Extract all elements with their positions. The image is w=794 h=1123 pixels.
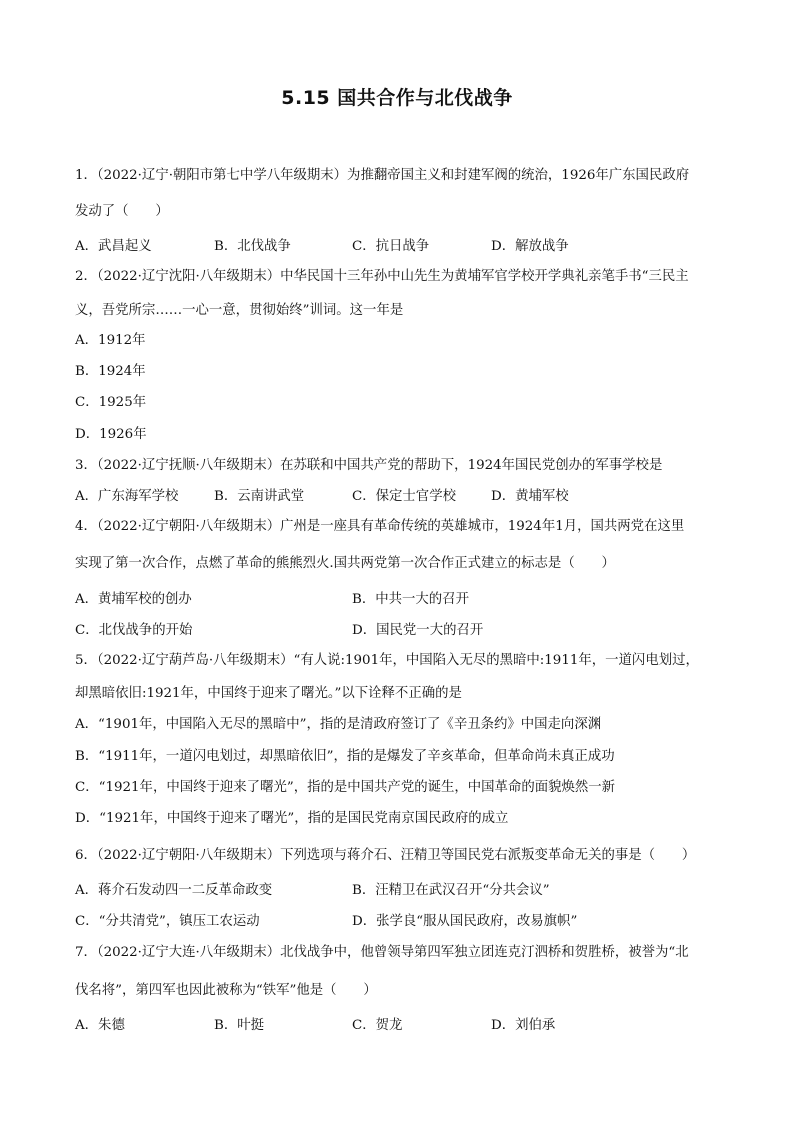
question-1-option-b: B．北伐战争 xyxy=(214,239,291,254)
question-7-option-a: A．朱德 xyxy=(75,1018,125,1033)
page-title: 5.15 国共合作与北伐战争 xyxy=(281,87,513,109)
question-4-text-line1: 4．（2022·辽宁朝阳·八年级期末）广州是一座具有革命传统的英雄城市，1924年1月，国共两党在这里 xyxy=(75,519,685,534)
question-5-option-a: A．“1901年，中国陷入无尽的黑暗中”，指的是清政府签订了《辛丑条约》中国走向深渊 xyxy=(75,717,602,732)
question-1-text-line2: 发动了（ ） xyxy=(75,204,169,219)
question-2-option-a: A．1912年 xyxy=(75,333,146,348)
question-4-text-line2: 实现了第一次合作，点燃了革命的熊熊烈火.国共两党第一次合作正式建立的标志是（ ） xyxy=(75,556,615,571)
question-1-option-c: C．抗日战争 xyxy=(352,239,430,254)
question-7-text-line1: 7．（2022·辽宁大连·八年级期末）北伐战争中，他曾领导第四军独立团连克汀泗桥和贺胜桥，被誉为“北 xyxy=(75,945,689,960)
question-7-option-b: B．叶挺 xyxy=(214,1018,265,1033)
question-1-text-line1: 1．（2022·辽宁·朝阳市第七中学八年级期末）为推翻帝国主义和封建军阀的统治，1926年广东国民政府 xyxy=(75,168,690,183)
question-6-option-d: D．张学良“服从国民政府，改易旗帜” xyxy=(352,914,578,929)
question-4-option-a: A．黄埔军校的创办 xyxy=(75,592,192,607)
question-3-option-b: B．云南讲武堂 xyxy=(214,489,305,504)
question-1-option-a: A．武昌起义 xyxy=(75,239,152,254)
question-3-option-d: D．黄埔军校 xyxy=(491,489,569,504)
question-4-option-b: B．中共一大的召开 xyxy=(352,592,469,607)
question-4-option-d: D．国民党一大的召开 xyxy=(352,623,484,638)
question-2-text-line2: 义，吾党所宗……一心一意，贯彻始终”训词。这一年是 xyxy=(75,303,404,318)
question-7-option-d: D．刘伯承 xyxy=(491,1018,556,1033)
question-5-text-line2: 却黑暗依旧:1921年，中国终于迎来了曙光。”以下诠释不正确的是 xyxy=(75,686,462,701)
question-2-text-line1: 2．（2022·辽宁沈阳·八年级期末）中华民国十三年孙中山先生为黄埔军官学校开学典礼亲笔手书“三民主 xyxy=(75,269,689,284)
question-4-option-c: C．北伐战争的开始 xyxy=(75,623,193,638)
question-1-option-d: D．解放战争 xyxy=(491,239,569,254)
question-3-option-c: C．保定士官学校 xyxy=(352,489,456,504)
question-7-text-line2: 伐名将”，第四军也因此被称为“铁军”他是（ ） xyxy=(75,983,377,998)
question-5-option-c: C．“1921年，中国终于迎来了曙光”，指的是中国共产党的诞生，中国革命的面貌焕然一新 xyxy=(75,780,616,795)
question-2-option-c: C．1925年 xyxy=(75,395,147,410)
question-6-text-line1: 6．（2022·辽宁朝阳·八年级期末）下列选项与蒋介石、汪精卫等国民党右派叛变革命无关的事是（ ） xyxy=(75,848,696,863)
question-5-option-b: B．“1911年，一道闪电划过，却黑暗依旧”，指的是爆发了辛亥革命，但革命尚未真正成功 xyxy=(75,749,615,764)
question-6-option-c: C．“分共清党”，镇压工农运动 xyxy=(75,914,260,929)
question-5-text-line1: 5．（2022·辽宁葫芦岛·八年级期末）“有人说:1901年，中国陷入无尽的黑暗中:1911年，一道闪电划过， xyxy=(75,653,699,668)
question-2-option-d: D．1926年 xyxy=(75,427,147,442)
question-3-text-line1: 3．（2022·辽宁抚顺·八年级期末）在苏联和中国共产党的帮助下，1924年国民党创办的军事学校是 xyxy=(75,458,663,473)
question-6-option-a: A．蒋介石发动四一二反革命政变 xyxy=(75,883,273,898)
question-3-option-a: A．广东海军学校 xyxy=(75,489,179,504)
question-2-option-b: B．1924年 xyxy=(75,364,146,379)
question-6-option-b: B．汪精卫在武汉召开“分共会议” xyxy=(352,883,550,898)
question-7-option-c: C．贺龙 xyxy=(352,1018,403,1033)
question-5-option-d: D．“1921年，中国终于迎来了曙光”，指的是国民党南京国民政府的成立 xyxy=(75,811,509,826)
